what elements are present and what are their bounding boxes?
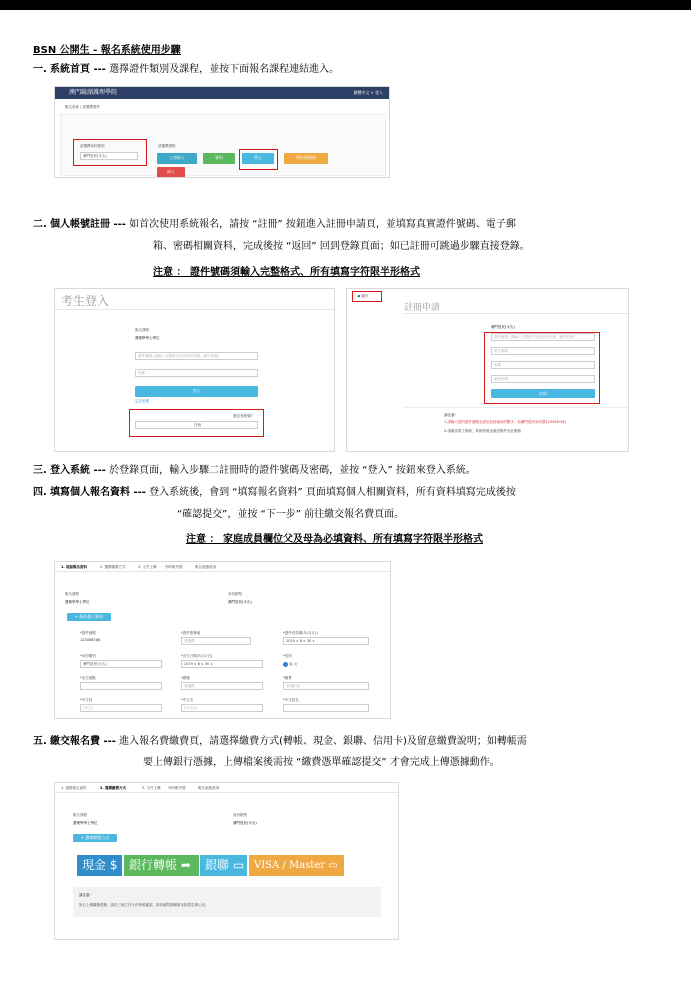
chinese-given-name-input[interactable]: (中文名)	[181, 704, 263, 712]
id-number-value: 1234567(8)	[80, 638, 101, 642]
screenshot-home	[54, 86, 390, 178]
step-5	[33, 734, 527, 749]
id-number-input[interactable]: 證件號碼 (請輸入完整格式包括所有括號、圖中符號)	[135, 352, 258, 360]
tab-fill-info[interactable]: 1. 填寫報名資料	[61, 565, 87, 569]
step-note: 注意 ： 證件號碼須輸入完整格式、所有填寫字符限半形格式	[153, 267, 420, 278]
notes-title: 請注意:	[79, 893, 91, 897]
screenshot-login	[54, 288, 335, 452]
visa-master-button[interactable]: VISA / Master ▭	[249, 855, 344, 876]
id-type-value: 澳門居民(永久)	[491, 325, 515, 329]
course-value: 護理學學士學位	[135, 336, 160, 340]
field-label: *證件簽發地	[181, 631, 201, 635]
step-text-cont: “確認提交”，並按 “下一步” 前往繳交報名費頁面。	[177, 509, 405, 520]
notes-panel	[73, 887, 381, 917]
register-heading: 註冊申請	[404, 303, 441, 313]
step-3	[33, 463, 476, 478]
course-label: 報名課程	[135, 328, 149, 332]
screenshot-payment	[54, 782, 399, 940]
field-label: *證件有效期(年/月/日)	[283, 631, 318, 635]
brand-name: 澳門鏡湖護理學院	[69, 89, 118, 96]
expiry-date-select[interactable]: 2019 ∨ 8 ∨ 30 ∨	[283, 637, 369, 645]
gender-radio[interactable]	[283, 662, 297, 668]
tab-print[interactable]: 列印報考證	[165, 565, 183, 569]
screenshot-application-form	[54, 561, 391, 719]
course-button[interactable]: 碩士	[157, 167, 185, 178]
chinese-surname-input[interactable]: (中文)	[80, 704, 162, 712]
id-type-label: 身份類型	[228, 592, 242, 596]
tab-payment[interactable]: 2. 選擇繳費方式	[100, 786, 126, 790]
cash-button[interactable]: 現金 $	[77, 855, 122, 876]
id-type-value: 澳門居民(永久)	[228, 600, 252, 604]
step-number: 五.	[33, 736, 47, 747]
tab-status[interactable]: 報名狀態查詢	[195, 565, 216, 569]
field-label: *籍貫	[283, 676, 292, 680]
login-button[interactable]: 登入	[135, 386, 258, 397]
screenshot-register	[346, 288, 629, 452]
step-note: 注意 ： 家庭成員欄位父及母為必填資料、所有填寫字符限半形格式	[186, 534, 483, 545]
field-label: *出生地點	[80, 676, 96, 680]
step-number: 一.	[33, 64, 47, 75]
back-arrow-icon: ◀	[357, 294, 361, 298]
step-text: 登入系統後，會到 “填寫報名資料” 頁面填寫個人相關資料，所有資料填寫完成後按	[149, 487, 516, 498]
step-2	[33, 217, 516, 232]
step-1	[33, 62, 339, 77]
step-text: 如首次使用系統報名，請按 “註冊” 按鈕進入註冊申請頁，並填寫真實證件號碼、電子郵	[129, 219, 516, 230]
course-label: 請選擇課程	[158, 144, 176, 148]
course-button[interactable]: 專科	[203, 153, 235, 164]
confirm-password-input[interactable]: 確認密碼	[491, 375, 595, 383]
step-text: 於登錄頁面，輸入步驟二註冊時的證件號碼及密碼，並按 “登入” 按鈕來登入系統。	[109, 465, 476, 476]
step-text-cont: 箱、密碼相關資料，完成後按 “返回” 回到登錄頁面；如已註冊可跳過步驟直接登錄。	[153, 241, 530, 252]
tab-bar	[55, 562, 390, 572]
tab-print[interactable]: 列印報考證	[168, 786, 186, 790]
tab-bar	[55, 783, 398, 793]
radio-selected-icon	[283, 662, 288, 667]
email-input[interactable]: 電子郵箱	[491, 347, 595, 355]
gender-options: 男 女	[289, 662, 298, 667]
tab-status[interactable]: 報名狀態查詢	[198, 786, 219, 790]
top-black-bar	[0, 0, 691, 10]
course-label: 報名課程	[65, 592, 79, 596]
tab-upload[interactable]: 3. 文件上傳	[138, 565, 157, 569]
native-place-input[interactable]: 省(縣/市)	[283, 682, 369, 690]
field-label: *出生日期(年/月/日)	[181, 654, 213, 658]
password-input[interactable]: 密碼	[491, 361, 595, 369]
note-text: 如已上傳繳費憑據，請在三個工作天內等候確認，如有疑問請聯絡本院招生辦公室。	[79, 903, 209, 907]
divider	[55, 309, 334, 310]
tab-fill-info[interactable]: 1. 填寫報名資料	[61, 786, 87, 790]
divider	[404, 313, 628, 314]
course-button[interactable]: 工商碩士	[157, 153, 197, 164]
id-number-input[interactable]: 證件號碼 (請輸入完整格式包括所有括號、圖中符號)	[491, 333, 595, 341]
step-text-cont: 要上傳銀行憑據，上傳檔案後需按 “繳費憑單確認提交” 才會完成上傳憑據動作。	[143, 757, 500, 768]
field-label: *國籍	[181, 676, 190, 680]
select-payment-button[interactable]: + 選擇繳費方式	[73, 834, 117, 842]
register-button[interactable]: 註冊	[135, 421, 258, 429]
no-account-text: 還沒有帳號?	[233, 414, 253, 418]
nationality-select[interactable]: 請選擇	[181, 682, 263, 690]
highlight-box	[484, 332, 600, 404]
step-heading: 登入系統 ---	[50, 465, 106, 476]
id-type-label: 身份類型	[233, 813, 247, 817]
tab-upload[interactable]: 3. 文件上傳	[142, 786, 161, 790]
note-text: 2.請確認電子郵箱，系統將發送確認郵件至此郵箱	[444, 429, 521, 433]
course-value: 護理學學士學位	[65, 600, 90, 604]
login-heading: 考生登入	[61, 294, 110, 308]
step-number: 三.	[33, 465, 47, 476]
back-button[interactable]	[357, 294, 368, 299]
edit-profile-button[interactable]: + 修改個人資料	[67, 613, 111, 621]
highlight-box	[239, 149, 278, 170]
birthplace-input[interactable]	[80, 682, 162, 690]
step-heading: 系統首頁 ---	[50, 64, 106, 75]
field-label: *身份類別	[80, 654, 96, 658]
course-button[interactable]: 學士	[242, 153, 274, 164]
password-input[interactable]: 密碼	[135, 369, 258, 377]
step-4	[33, 485, 516, 500]
id-category-select[interactable]: 澳門居民(永久)	[80, 660, 162, 668]
id-type-value: 澳門居民(永久)	[233, 821, 257, 825]
id-type-select[interactable]: 澳門居民(永久)	[80, 152, 138, 160]
step-heading: 填寫個人報名資料 ---	[50, 487, 146, 498]
breadcrumb: 報名系統 / 請選擇證件	[65, 105, 100, 109]
issue-place-select[interactable]: 請選擇	[181, 637, 251, 645]
nav-links[interactable]: 繁體中文 ∨ 登入	[353, 90, 383, 95]
step-heading: 繳交報名費 ---	[50, 736, 116, 747]
chinese-fullname-input[interactable]	[283, 704, 369, 712]
highlight-box	[129, 409, 264, 437]
bank-transfer-button[interactable]: 銀行轉帳 ➦	[124, 855, 199, 876]
notes-title: 請注意:	[444, 413, 456, 417]
field-label: *性別	[283, 654, 292, 658]
note-text: 1.請輸入您的證件號碼全部包括括號內的數字，如澳門居民身份證1234567(8)	[444, 420, 566, 424]
step-number: 四.	[33, 487, 47, 498]
document-title: BSN 公開生 - 報名系統使用步驟	[33, 45, 181, 56]
step-text: 進入報名費繳費頁，請選擇繳費方式(轉帳、現金、銀聯、信用卡)及留意繳費說明；如轉帳需	[119, 736, 527, 747]
register-submit-button[interactable]: 註冊	[491, 389, 595, 398]
unionpay-button[interactable]: 銀聯 ▭	[200, 855, 247, 876]
field-label: *中文姓名	[283, 698, 299, 702]
forgot-password-link[interactable]: 忘記密碼	[135, 399, 149, 403]
course-value: 護理學學士學位	[73, 821, 98, 825]
course-button[interactable]: 學位後課程	[284, 153, 328, 164]
step-text: 選擇證件類別及課程，並按下面報名課程連結進入。	[109, 64, 340, 75]
field-label: *中文名	[181, 698, 194, 702]
field-label: *證件號碼	[80, 631, 96, 635]
id-type-label: 請選擇身份類型	[80, 144, 105, 148]
birth-date-select[interactable]: 2019 ∨ 8 ∨ 30 ∨	[181, 660, 263, 668]
back-label: 返回	[360, 294, 368, 298]
tab-payment[interactable]: 2. 選擇繳費方式	[100, 565, 126, 569]
field-label: *中文姓	[80, 698, 93, 702]
course-label: 報名課程	[73, 813, 87, 817]
navbar	[55, 87, 389, 99]
step-heading: 個人帳號註冊 ---	[50, 219, 126, 230]
step-number: 二.	[33, 219, 47, 230]
divider	[404, 407, 628, 408]
highlight-box	[73, 139, 147, 166]
